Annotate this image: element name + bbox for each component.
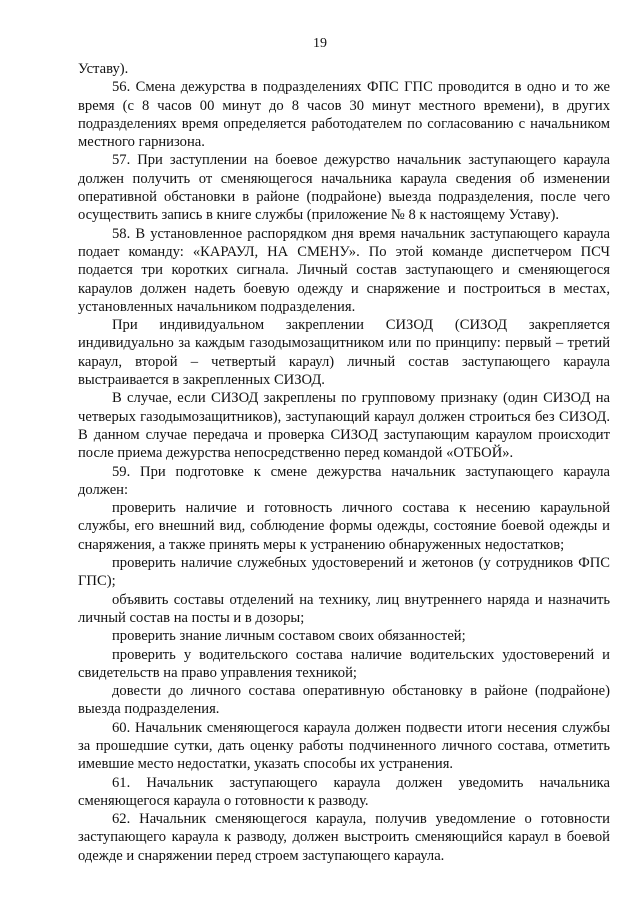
paragraph-59: 59. При подготовке к смене дежурства начальник заступающего караула должен:: [78, 463, 610, 498]
paragraph-58-individual: При индивидуальном закреплении СИЗОД (СИЗОД закрепляется индивидуально за каждым газодымозащитником или по принципу: первый – третий караул, второй – четвертый караул) личный состав заступающего караула выстраивается в закрепленных СИЗОД.: [78, 317, 610, 389]
paragraph-58-group: В случае, если СИЗОД закреплены по групповому признаку (один СИЗОД на четверых газодымозащитников), заступающий караул должен строиться без СИЗОД. В данном случае передача и проверка СИЗОД заступающим караулом происходит после приема дежурства непосредственно перед командой «ОТБОЙ».: [78, 390, 610, 462]
paragraph-58: 58. В установленное распорядком дня время начальник заступающего караула подает команду: «КАРАУЛ, НА СМЕНУ». По этой команде диспетчером ПСЧ подается три коротких сигнала. Личный состав заступающего и сменяющегося караулов должен надеть боевую одежду и снаряжение и построиться в местах, установленных начальником подразделения.: [78, 225, 610, 315]
list-item-drivers: проверить у водительского состава наличие водительских удостоверений и свидетельств на право управления техникой;: [78, 646, 610, 681]
document-body: [78, 60, 610, 865]
list-item-knowledge: проверить знание личным составом своих обязанностей;: [112, 628, 466, 645]
paragraph-continuation: Уставу).: [78, 61, 129, 77]
list-item-readiness: проверить наличие и готовность личного состава к несению караульной службы, его внешний вид, соблюдение формы одежды, состояние боевой одежды и снаряжения, а также принять меры к устранению обнаруженных недостатков;: [78, 500, 610, 553]
page-number: 19: [313, 36, 327, 51]
list-item-briefing: довести до личного состава оперативную обстановку в районе (подрайоне) выезда подразделения.: [78, 683, 610, 718]
paragraph-62: 62. Начальник сменяющегося караула, получив уведомление о готовности заступающего караула к разводу, должен выстроить сменяющийся караул в боевой одежде и снаряжении перед строем заступающего караула.: [78, 811, 610, 864]
paragraph-57: 57. При заступлении на боевое дежурство начальник заступающего караула должен получить от сменяющегося начальника караула сведения об изменении оперативной обстановки в районе (подрайоне) выезда подразделения, после чего осуществить запись в книге службы (приложение № 8 к настоящему Уставу).: [78, 152, 610, 224]
list-item-assign: объявить составы отделений на технику, лиц внутреннего наряда и назначить личный состав на посты и в дозоры;: [78, 591, 610, 626]
list-item-ids: проверить наличие служебных удостоверений и жетонов (у сотрудников ФПС ГПС);: [78, 555, 610, 590]
paragraph-56: 56. Смена дежурства в подразделениях ФПС ГПС проводится в одно и то же время (с 8 часов 00 минут до 8 часов 30 минут местного времени), в других подразделениях время определяется работодателем по согласованию с начальником местного гарнизона.: [78, 79, 610, 151]
paragraph-60: 60. Начальник сменяющегося караула должен подвести итоги несения службы за прошедшие сутки, дать оценку работы подчиненного личного состава, отметить имевшие место недостатки, указать способы их устранения.: [78, 719, 610, 773]
paragraph-61: 61. Начальник заступающего караула должен уведомить начальника сменяющегося караула о готовности к разводу.: [78, 774, 610, 809]
